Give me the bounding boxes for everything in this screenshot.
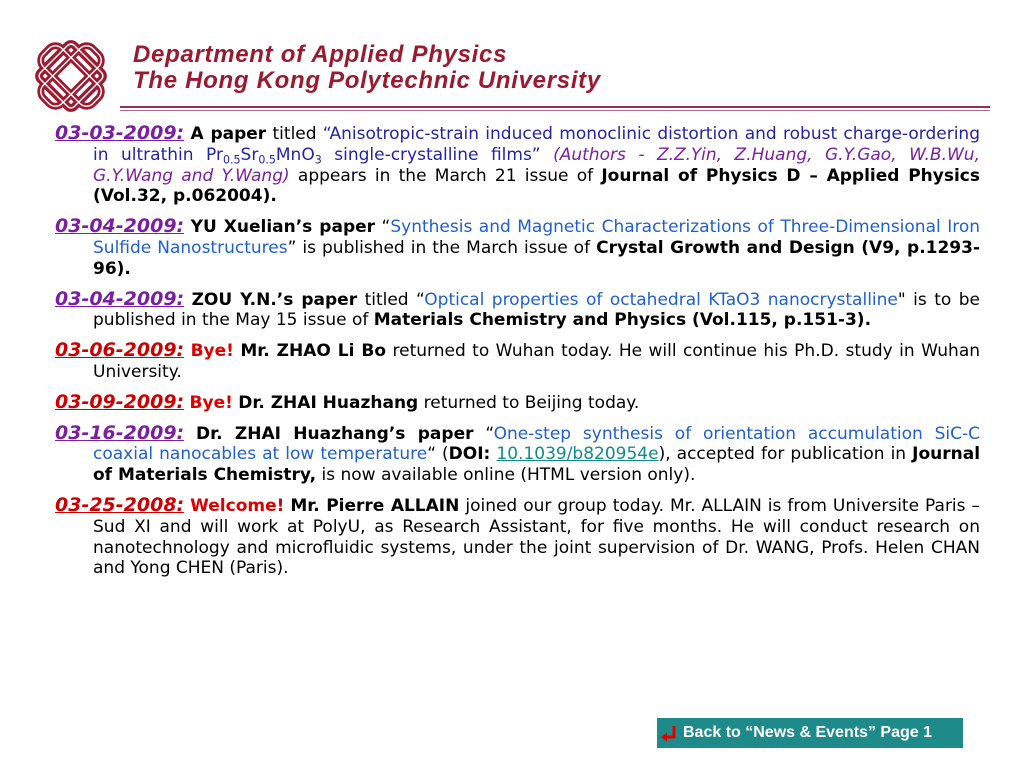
news-text: titled bbox=[272, 124, 317, 144]
news-text: ” is published in the March issue of bbox=[287, 237, 591, 258]
news-subject: A paper bbox=[190, 124, 267, 144]
paper-title-text: “Anisotropic-strain induced monoclinic distortion and robust charge-ordering in ultrathin Pr bbox=[93, 124, 980, 165]
news-text: joined our group today. Mr. ALLAIN is from Universite Paris – Sud XI and will work at PolyU, as Research Assistant, for five months. He will conduct research on nanotechnology and microfluidic systems, under the joint supervision of Dr. WANG, Profs. Helen CHAN and Yong CHEN (Paris). bbox=[93, 495, 980, 579]
news-item bbox=[55, 495, 980, 579]
back-button-label: Back to “News & Events” Page 1 bbox=[683, 724, 932, 741]
news-date: 03-16-2009: bbox=[55, 421, 185, 444]
journal-name: Materials Chemistry and Physics (Vol.115, p.151-3). bbox=[373, 310, 872, 331]
back-to-news-events-button[interactable] bbox=[657, 718, 963, 748]
status-tag: Bye! bbox=[189, 392, 233, 413]
paper-title-text: Sr bbox=[240, 144, 259, 165]
subscript: 0.5 bbox=[222, 153, 241, 167]
paper-title: Optical properties of octahedral KTaO3 nanocrystalline bbox=[424, 289, 898, 310]
news-item bbox=[55, 392, 980, 414]
paper-title-text: single-crystalline films” bbox=[334, 144, 541, 165]
news-text: appears in the March 21 issue of bbox=[297, 165, 594, 186]
news-text: is now available online (HTML version only). bbox=[321, 465, 696, 486]
doi-link[interactable]: 10.1039/b820954e bbox=[496, 444, 659, 465]
subscript: 3 bbox=[314, 153, 322, 167]
news-item bbox=[55, 123, 980, 207]
news-item bbox=[55, 216, 980, 279]
polyu-logo bbox=[30, 36, 112, 116]
authors: (Authors - Z.Z.Yin, Z.Huang, G.Y.Gao, W.B.Wu, G.Y.Wang and Y.Wang) bbox=[93, 144, 980, 186]
doi-label: DOI: bbox=[448, 444, 491, 465]
header-title bbox=[133, 42, 601, 94]
news-item bbox=[55, 340, 980, 383]
news-date: 03-03-2009: bbox=[55, 122, 185, 144]
news-date: 03-25-2008: bbox=[55, 493, 185, 516]
journal-name: Crystal Growth and Design (V9, p.1293-96). bbox=[93, 237, 981, 279]
news-text: titled “ bbox=[364, 289, 425, 310]
news-date: 03-04-2009: bbox=[55, 215, 185, 238]
header-divider bbox=[120, 106, 990, 111]
news-text: " is to be published in the May 15 issue of bbox=[93, 289, 981, 331]
news-text: returned to Beijing today. bbox=[423, 392, 640, 413]
news-item bbox=[55, 423, 980, 486]
news-text: ), accepted for publication in bbox=[658, 444, 907, 465]
news-text: “ ( bbox=[427, 444, 449, 465]
status-tag: Welcome! bbox=[190, 495, 285, 516]
department-name: Department of Applied Physics bbox=[133, 41, 508, 68]
journal-name: Journal of Materials Chemistry, bbox=[93, 444, 981, 486]
person-name: Mr. ZHAO Li Bo bbox=[240, 341, 387, 362]
news-date: 03-04-2009: bbox=[55, 287, 185, 310]
news-text: “ bbox=[381, 217, 391, 238]
return-arrow-icon bbox=[659, 723, 679, 743]
news-subject: YU Xuelian’s paper bbox=[190, 217, 376, 238]
news-subject: Dr. ZHAI Huazhang’s paper bbox=[196, 423, 474, 444]
paper-title-text: MnO bbox=[275, 144, 315, 165]
news-date: 03-06-2009: bbox=[55, 339, 185, 362]
status-tag: Bye! bbox=[190, 341, 234, 362]
news-text: returned to Wuhan today. He will continue his Ph.D. study in Wuhan University. bbox=[93, 341, 981, 382]
news-text: “ bbox=[485, 423, 494, 444]
subscript: 0.5 bbox=[258, 153, 276, 167]
news-list bbox=[55, 123, 980, 588]
paper-title: Synthesis and Magnetic Characterizations of Three-Dimensional Iron Sulfide Nanostructures bbox=[93, 217, 981, 258]
news-date: 03-09-2009: bbox=[55, 390, 185, 413]
person-name: Dr. ZHAI Huazhang bbox=[238, 392, 419, 413]
news-subject: ZOU Y.N.’s paper bbox=[191, 289, 358, 310]
news-item bbox=[55, 289, 980, 332]
university-name: The Hong Kong Polytechnic University bbox=[133, 67, 601, 94]
paper-title: One-step synthesis of orientation accumulation SiC-C coaxial nanocables at low temperature bbox=[93, 423, 981, 465]
journal-name: Journal of Physics D – Applied Physics (Vol.32, p.062004). bbox=[93, 165, 980, 207]
person-name: Mr. Pierre ALLAIN bbox=[290, 495, 460, 516]
